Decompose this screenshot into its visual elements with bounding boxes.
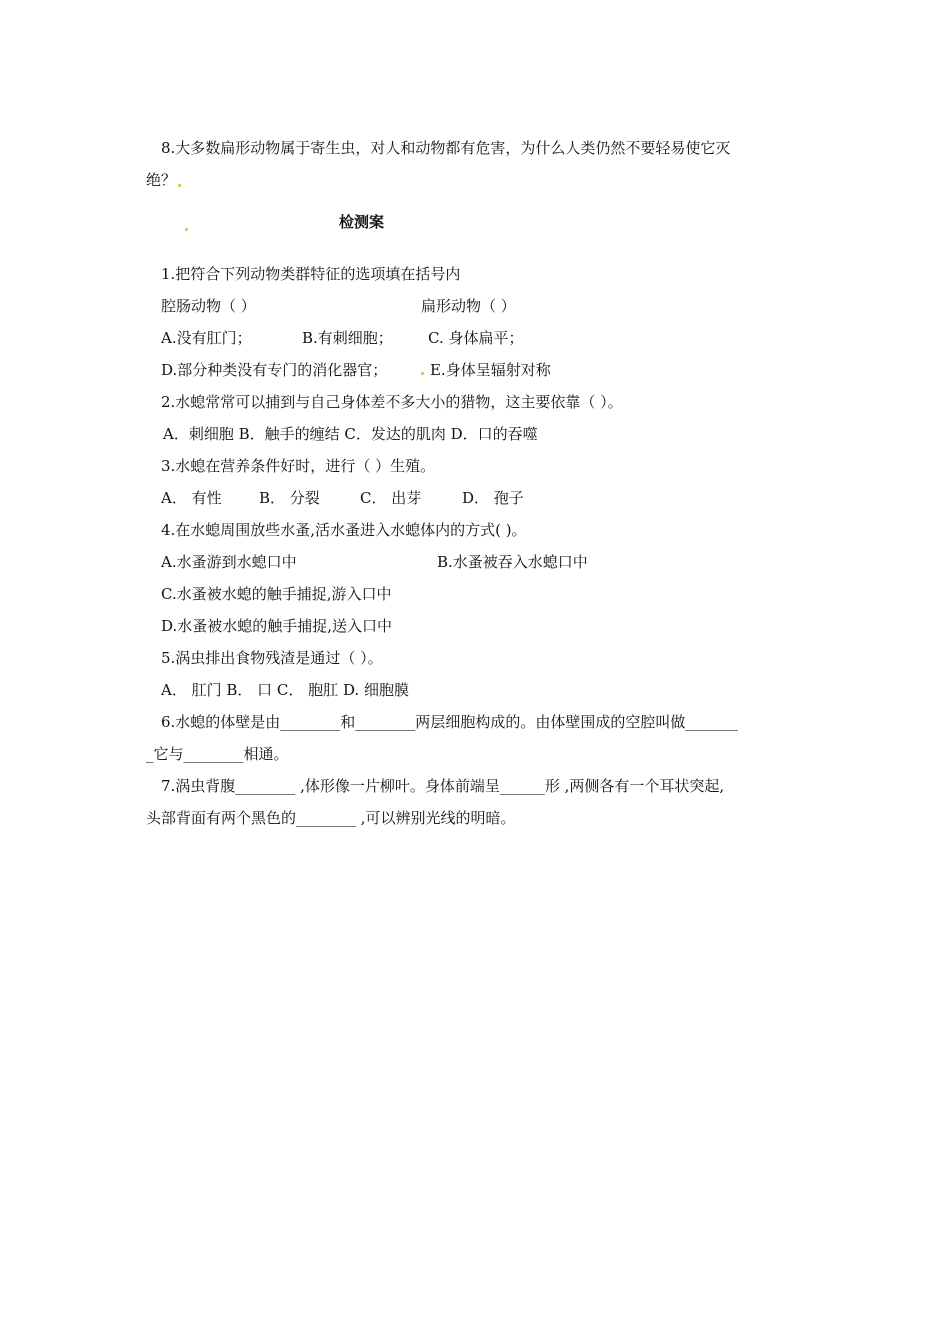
question-4-stem: 4.在水螅周围放些水蚤,活水蚤进入水螅体内的方式( )。	[161, 521, 527, 539]
question-1-right-blank: 扁形动物（ ）	[421, 297, 516, 315]
question-5-stem: 5.涡虫排出食物残渣是通过（ ）。	[161, 649, 383, 667]
question-1-option-b: B.有刺细胞；	[302, 329, 393, 347]
question-2-options: A．刺细胞 B．触手的缠结 C．发达的肌肉 D．口的吞噬	[163, 425, 538, 443]
question-1-option-d: D.部分种类没有专门的消化器官；	[161, 361, 388, 379]
question-2-stem: 2.水螅常常可以捕到与自己身体差不多大小的猎物，这主要依靠（ ）。	[161, 393, 623, 411]
decorative-dot	[421, 372, 424, 375]
question-7-line-2: 头部背面有两个黑色的________ ,可以辨别光线的明暗。	[146, 809, 516, 827]
question-3-option-d: D． 孢子	[462, 489, 524, 507]
question-1-option-e: E.身体呈辐射对称	[430, 361, 551, 379]
question-6-line-1: 6.水螅的体壁是由________和________两层细胞构成的。由体壁围成的空腔叫做_______	[161, 713, 738, 731]
question-1-option-a: A.没有肛门；	[161, 329, 252, 347]
question-1-option-c: C. 身体扁平；	[428, 329, 524, 347]
question-4-option-b: B.水蚤被吞入水螅口中	[437, 553, 588, 571]
question-1-left-blank: 腔肠动物（ ）	[161, 297, 256, 315]
question-5-options: A． 肛门 B． 口 C． 胞肛 D. 细胞膜	[161, 681, 409, 699]
question-4-option-c: C.水蚤被水螅的触手捕捉,游入口中	[161, 585, 392, 603]
question-3-option-c: C． 出芽	[360, 489, 422, 507]
question-6-line-2: _它与________相通。	[146, 745, 289, 763]
question-4-option-d: D.水蚤被水螅的触手捕捉,送入口中	[161, 617, 393, 635]
question-1-stem: 1.把符合下列动物类群特征的选项填在括号内	[161, 265, 461, 283]
question-8-line-2: 绝？	[146, 171, 177, 189]
decorative-dot	[185, 228, 188, 231]
decorative-dot	[178, 184, 181, 187]
question-8-line-1: 8.大多数扁形动物属于寄生虫，对人和动物都有危害，为什么人类仍然不要轻易使它灭	[161, 139, 731, 157]
question-7-line-1: 7.涡虫背腹________ ,体形像一片柳叶。身体前端呈______形 ,两侧各有一个耳状突起,	[161, 777, 725, 795]
question-4-option-a: A.水蚤游到水螅口中	[161, 553, 297, 571]
question-3-option-b: B． 分裂	[259, 489, 320, 507]
section-title: 检测案	[339, 213, 385, 231]
question-3-option-a: A． 有性	[161, 489, 222, 507]
question-3-stem: 3.水螅在营养条件好时，进行（ ）生殖。	[161, 457, 436, 475]
